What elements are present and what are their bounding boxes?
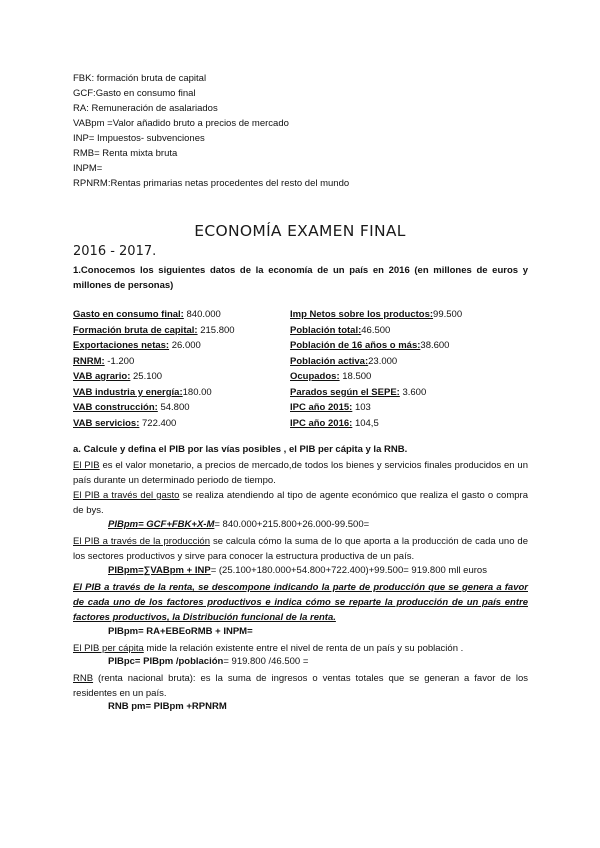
data-row: Gasto en consumo final: 840.000 [73, 309, 221, 320]
pib-produccion-definition: El PIB a través de la producción se calcula cómo la suma de lo que aporta a la producción de cada uno de los sectores productivos y sirve para conocer la estructura productiva de un país. [73, 536, 528, 563]
data-row: VAB construcción: 54.800 [73, 402, 190, 413]
glossary-item-rpnrm: RPNRM:Rentas primarias netas procedentes del resto del mundo [73, 178, 350, 189]
data-row: Formación bruta de capital: 215.800 [73, 324, 235, 336]
pib-renta-definition: El PIB a través de la renta, se descompone indicando la parte de producción que se genera a favor de cada uno de los factores productivos e indica cómo se reparte la producción de un país entre factores productivos, la Distribución funcional de la renta. [73, 582, 528, 624]
data-row: IPC año 2016: 104,5 [290, 417, 379, 429]
gasto-formula: PIBpm= GCF+FBK+X-M= 840.000+215.800+26.000-99.500= [108, 519, 370, 530]
glossary-item-vabpm: VABpm =Valor añadido bruto a precios de mercado [73, 118, 289, 129]
data-row: VAB industria y energía:180.00 [73, 386, 212, 398]
data-row: Parados según el SEPE: 3.600 [290, 386, 427, 398]
data-row: Población total:46.500 [290, 324, 391, 336]
glossary-item-rmb: RMB= Renta mixta bruta [73, 148, 178, 159]
rnb-definition: RNB (renta nacional bruta): es la suma de ingresos o ventas totales que se generan a favor de los residentes en un país. [73, 673, 528, 700]
per-capita-formula: PIBpc= PIBpm /población= 919.800 /46.500 = [108, 656, 309, 667]
pib-gasto-definition: El PIB a través del gasto se realiza atendiendo al tipo de agente económico que realiza el gasto o compra de bys. [73, 490, 528, 517]
renta-formula: PIBpm= RA+EBEoRMB + INPM= [108, 626, 253, 637]
glossary-item-ra: RA: Remuneración de asalariados [73, 103, 218, 114]
glossary-item-gcf: GCF:Gasto en consumo final [73, 88, 196, 99]
data-row: Exportaciones netas: 26.000 [73, 340, 201, 351]
glossary [73, 71, 349, 191]
pib-per-capita-definition: El PIB per cápita mide la relación existente entre el nivel de renta de un país y su población . [73, 643, 464, 654]
data-row: Imp Netos sobre los productos:99.500 [290, 309, 463, 320]
data-row: VAB agrario: 25.100 [73, 371, 163, 382]
data-row: VAB servicios: 722.400 [73, 417, 177, 429]
data-row: Población de 16 años o más:38.600 [290, 340, 450, 351]
question-statement: 1.Conocemos los siguientes datos de la economía de un país en 2016 (en millones de euros y millones de personas) [73, 265, 528, 291]
page-title: ECONOMÍA EXAMEN FINAL [194, 222, 406, 240]
glossary-item-inp: INP= Impuestos- subvenciones [73, 133, 205, 144]
produccion-formula: PIBpm=∑VABpm + INP= (25.100+180.000+54.800+722.400)+99.500= 919.800 mll euros [108, 565, 487, 576]
data-row: IPC año 2015: 103 [290, 402, 371, 413]
data-column-right [290, 307, 462, 431]
pib-definition: El PIB es el valor monetario, a precios de mercado,de todos los bienes y servicios finales producidos en un país durante un determinado periodo de tiempo. [73, 460, 528, 487]
glossary-item-inpm: INPM= [73, 163, 103, 174]
academic-years: 2016 - 2017. [73, 244, 157, 259]
glossary-item-fbk: FBK: formación bruta de capital [73, 73, 207, 84]
data-row: RNRM: -1.200 [73, 355, 135, 367]
section-a-heading: a. Calcule y defina el PIB por las vías posibles , el PIB per cápita y la RNB. [73, 444, 408, 455]
data-row: Población activa:23.000 [290, 355, 398, 367]
data-column-left [73, 307, 235, 431]
data-row: Ocupados: 18.500 [290, 371, 372, 382]
rnb-formula: RNB pm= PIBpm +RPNRM [108, 701, 227, 712]
